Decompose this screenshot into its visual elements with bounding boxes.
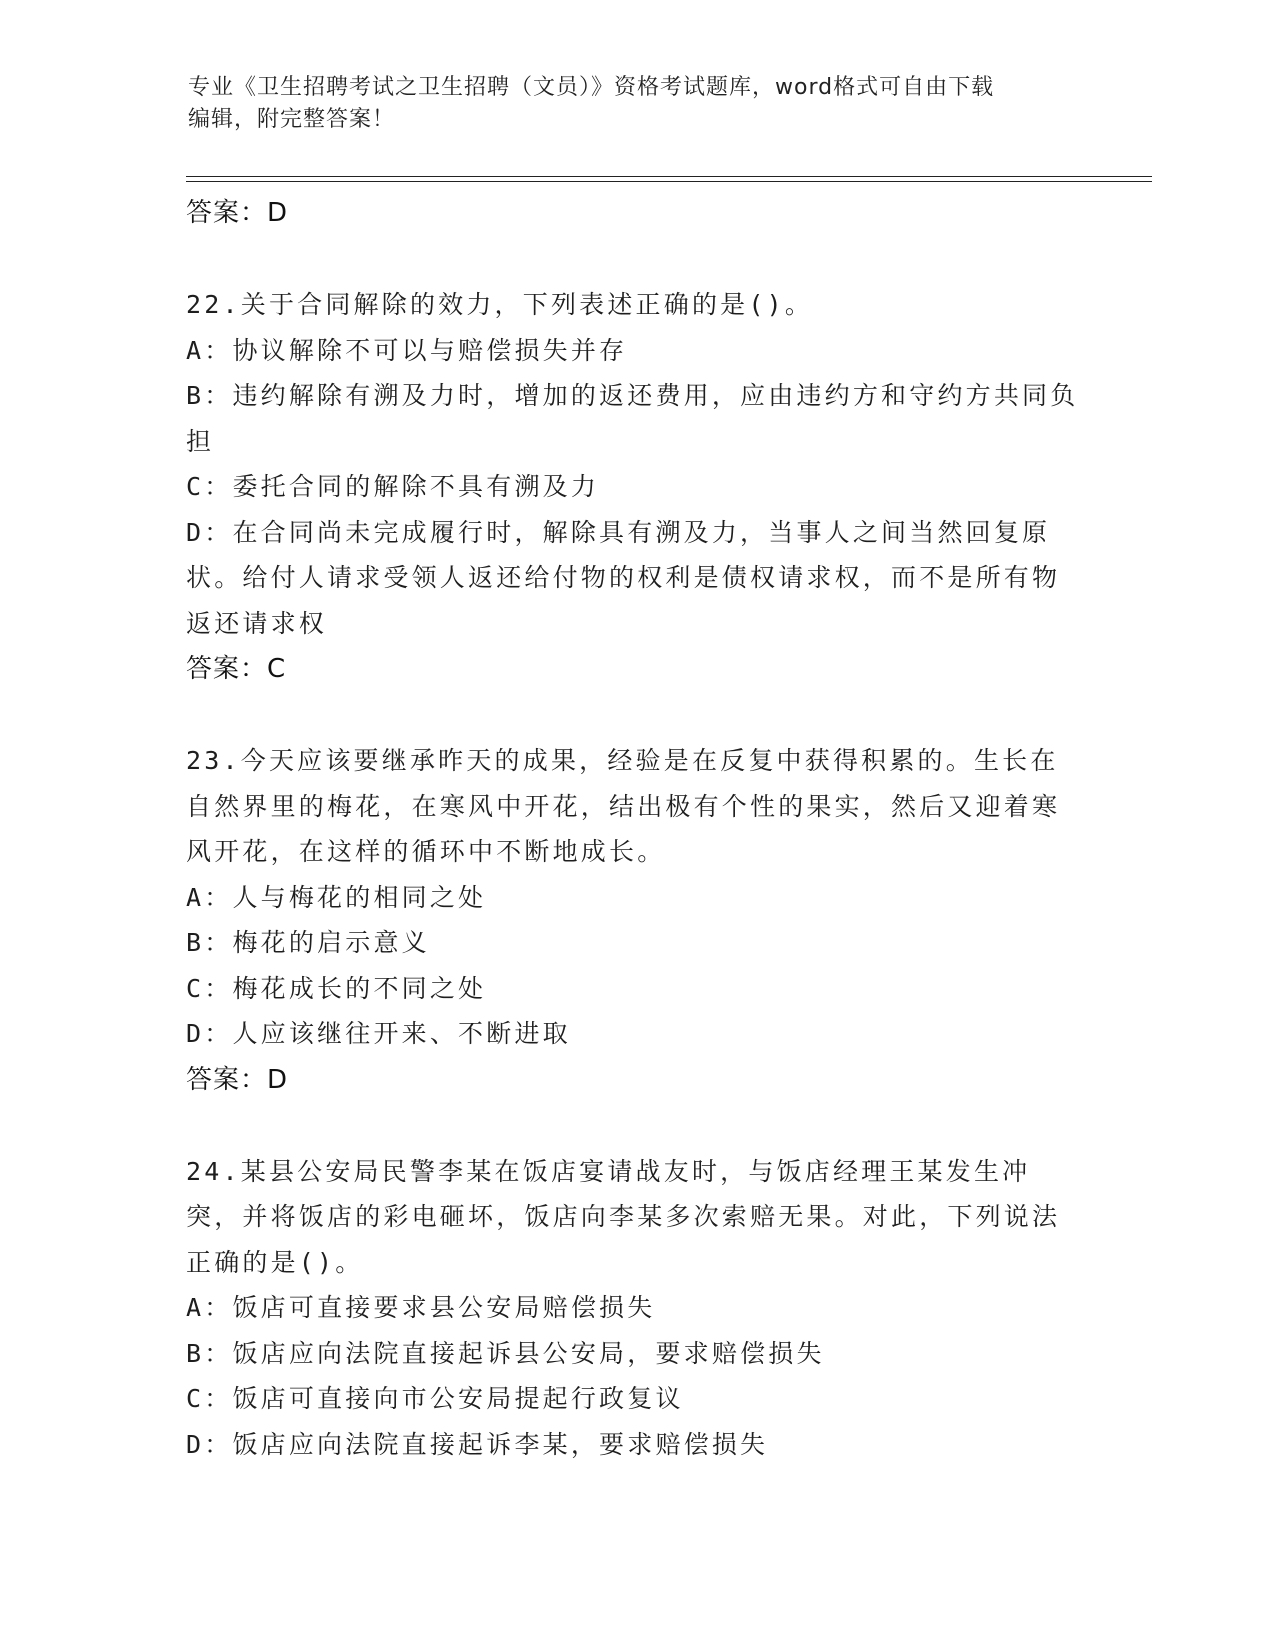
option-a: A：人与梅花的相同之处 xyxy=(186,882,487,912)
question-23 xyxy=(186,738,1086,1103)
question-text: 23.今天应该要继承昨天的成果，经验是在反复中获得积累的。生长在自然界里的梅花，在寒风中开花，结出极有个性的果实，然后又迎着寒风开花，在这样的循环中不断地成长。 xyxy=(186,746,1061,866)
page-header xyxy=(188,72,1088,136)
option-b: B：饭店应向法院直接起诉县公安局，要求赔偿损失 xyxy=(186,1338,825,1368)
question-text: 22.关于合同解除的效力，下列表述正确的是()。 xyxy=(186,290,814,319)
answer-line: 答案：C xyxy=(186,654,287,684)
option-c: C：梅花成长的不同之处 xyxy=(186,973,487,1003)
option-d: D：饭店应向法院直接起诉李某，要求赔偿损失 xyxy=(186,1429,769,1459)
question-list xyxy=(186,186,1086,1467)
option-c: C：委托合同的解除不具有溯及力 xyxy=(186,472,600,501)
header-line-2: 编辑，附完整答案！ xyxy=(188,107,396,132)
header-divider xyxy=(186,176,1152,182)
option-d: D：人应该继往开来、不断进取 xyxy=(186,1019,571,1048)
option-c: C：饭店可直接向市公安局提起行政复议 xyxy=(186,1384,684,1413)
answer-line: 答案：D xyxy=(186,198,289,228)
option-a: A：协议解除不可以与赔偿损失并存 xyxy=(186,335,628,365)
answer-line: 答案：D xyxy=(186,1064,289,1095)
option-d: D：在合同尚未完成履行时，解除具有溯及力，当事人之间当然回复原状。给付人请求受领人返还给付物的权利是债权请求权，而不是所有物返还请求权 xyxy=(186,517,1061,638)
option-b: B：梅花的启示意义 xyxy=(186,928,430,957)
question-text: 24.某县公安局民警李某在饭店宴请战友时，与饭店经理王某发生冲突，并将饭店的彩电砸坏，饭店向李某多次索赔无果。对此，下列说法正确的是()。 xyxy=(186,1156,1061,1277)
option-a: A：饭店可直接要求县公安局赔偿损失 xyxy=(186,1293,656,1322)
header-line-1: 专业《卫生招聘考试之卫生招聘（文员）》资格考试题库，word格式可自由下载 xyxy=(188,75,995,100)
option-b: B：违约解除有溯及力时，增加的返还费用，应由违约方和守约方共同负担 xyxy=(186,381,1079,456)
question-22 xyxy=(186,282,1086,692)
question-24 xyxy=(186,1149,1086,1468)
